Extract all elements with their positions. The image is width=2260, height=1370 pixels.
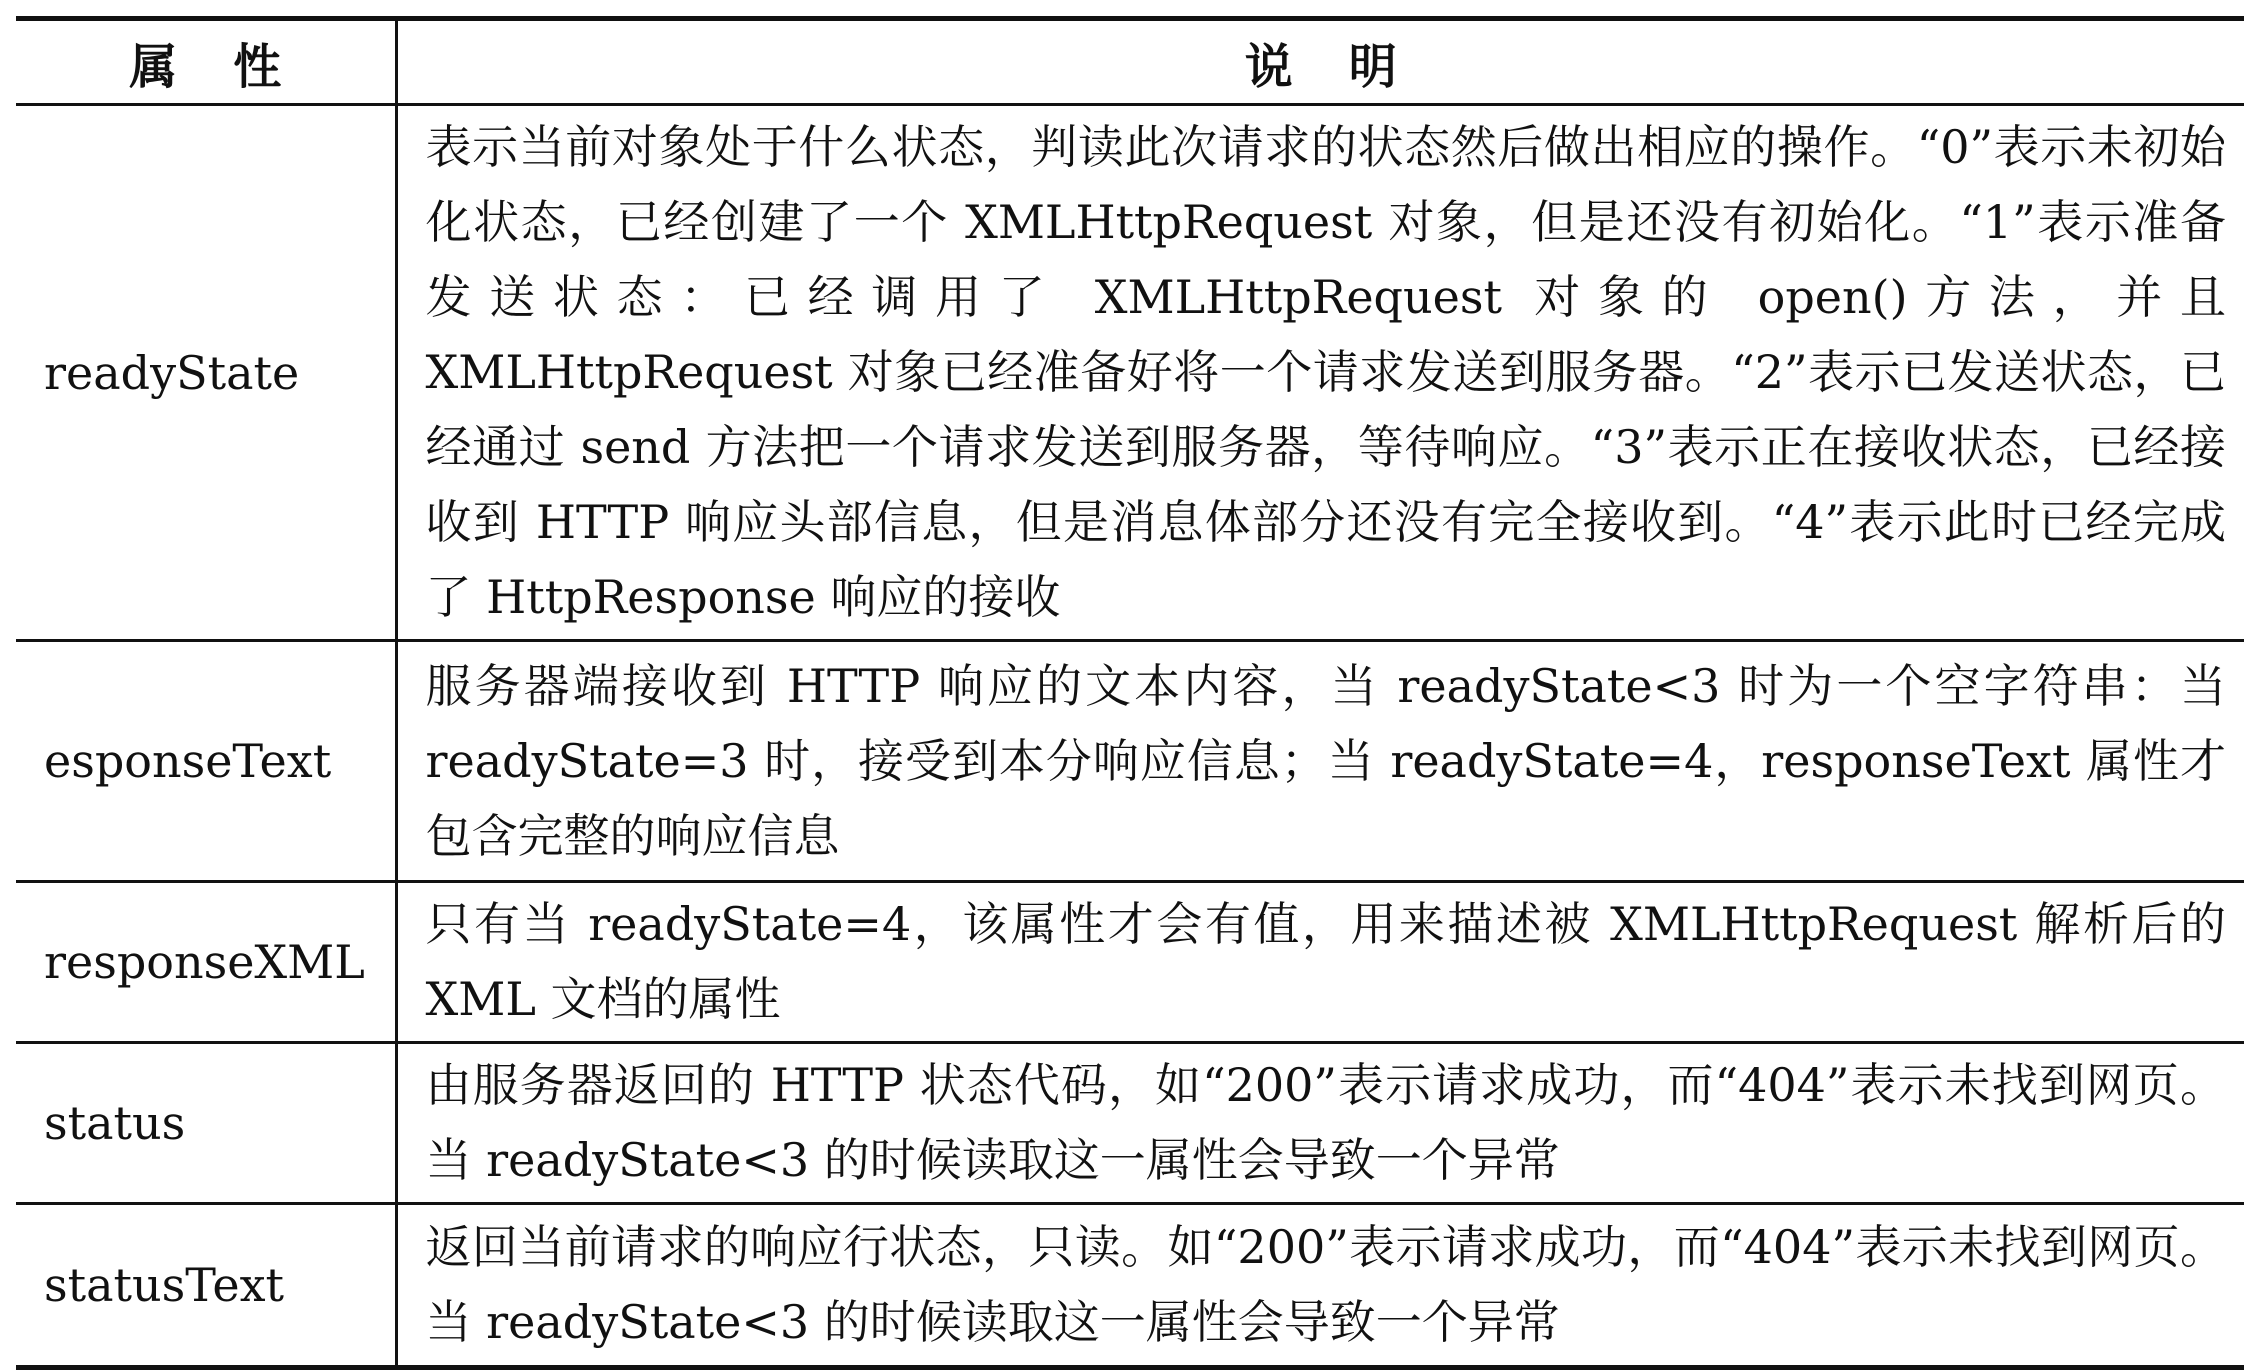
header-attribute: 属性 (16, 19, 396, 105)
table-row (16, 882, 2244, 1043)
attribute-cell: status (16, 1043, 396, 1204)
table-row (16, 105, 2244, 641)
table-header (16, 19, 2244, 105)
xhr-properties-table-wrapper (16, 16, 2244, 1370)
attribute-cell: responseXML (16, 882, 396, 1043)
description-cell: 服务器端接收到 HTTP 响应的文本内容，当 readyState<3 时为一个空字符串：当 readyState=3 时，接受到本分响应信息；当 readyState=4，responseText 属性才包含完整的响应信息 (396, 641, 2244, 882)
description-cell: 由服务器返回的 HTTP 状态代码，如“200”表示请求成功，而“404”表示未找到网页。当 readyState<3 的时候读取这一属性会导致一个异常 (396, 1043, 2244, 1204)
description-cell: 返回当前请求的响应行状态，只读。如“200”表示请求成功，而“404”表示未找到网页。当 readyState<3 的时候读取这一属性会导致一个异常 (396, 1204, 2244, 1368)
attribute-cell: esponseText (16, 641, 396, 882)
header-description: 说明 (396, 19, 2244, 105)
description-cell: 表示当前对象处于什么状态，判读此次请求的状态然后做出相应的操作。“0”表示未初始化状态，已经创建了一个 XMLHttpRequest 对象，但是还没有初始化。“1”表示准备发送状态：已经调用了 XMLHttpRequest 对象的 open()方法，并且 XMLHttpRequest 对象已经准备好将一个请求发送到服务器。“2”表示已发送状态，已经通过 send 方法把一个请求发送到服务器，等待响应。“3”表示正在接收状态，已经接收到 HTTP 响应头部信息，但是消息体部分还没有完全接收到。“4”表示此时已经完成了 HttpResponse 响应的接收 (396, 105, 2244, 641)
header-row (16, 19, 2244, 105)
table-body (16, 105, 2244, 1368)
xhr-properties-table (16, 16, 2244, 1370)
table-row (16, 1043, 2244, 1204)
table-row (16, 1204, 2244, 1368)
description-cell: 只有当 readyState=4，该属性才会有值，用来描述被 XMLHttpRequest 解析后的 XML 文档的属性 (396, 882, 2244, 1043)
table-row (16, 641, 2244, 882)
attribute-cell: statusText (16, 1204, 396, 1368)
attribute-cell: readyState (16, 105, 396, 641)
